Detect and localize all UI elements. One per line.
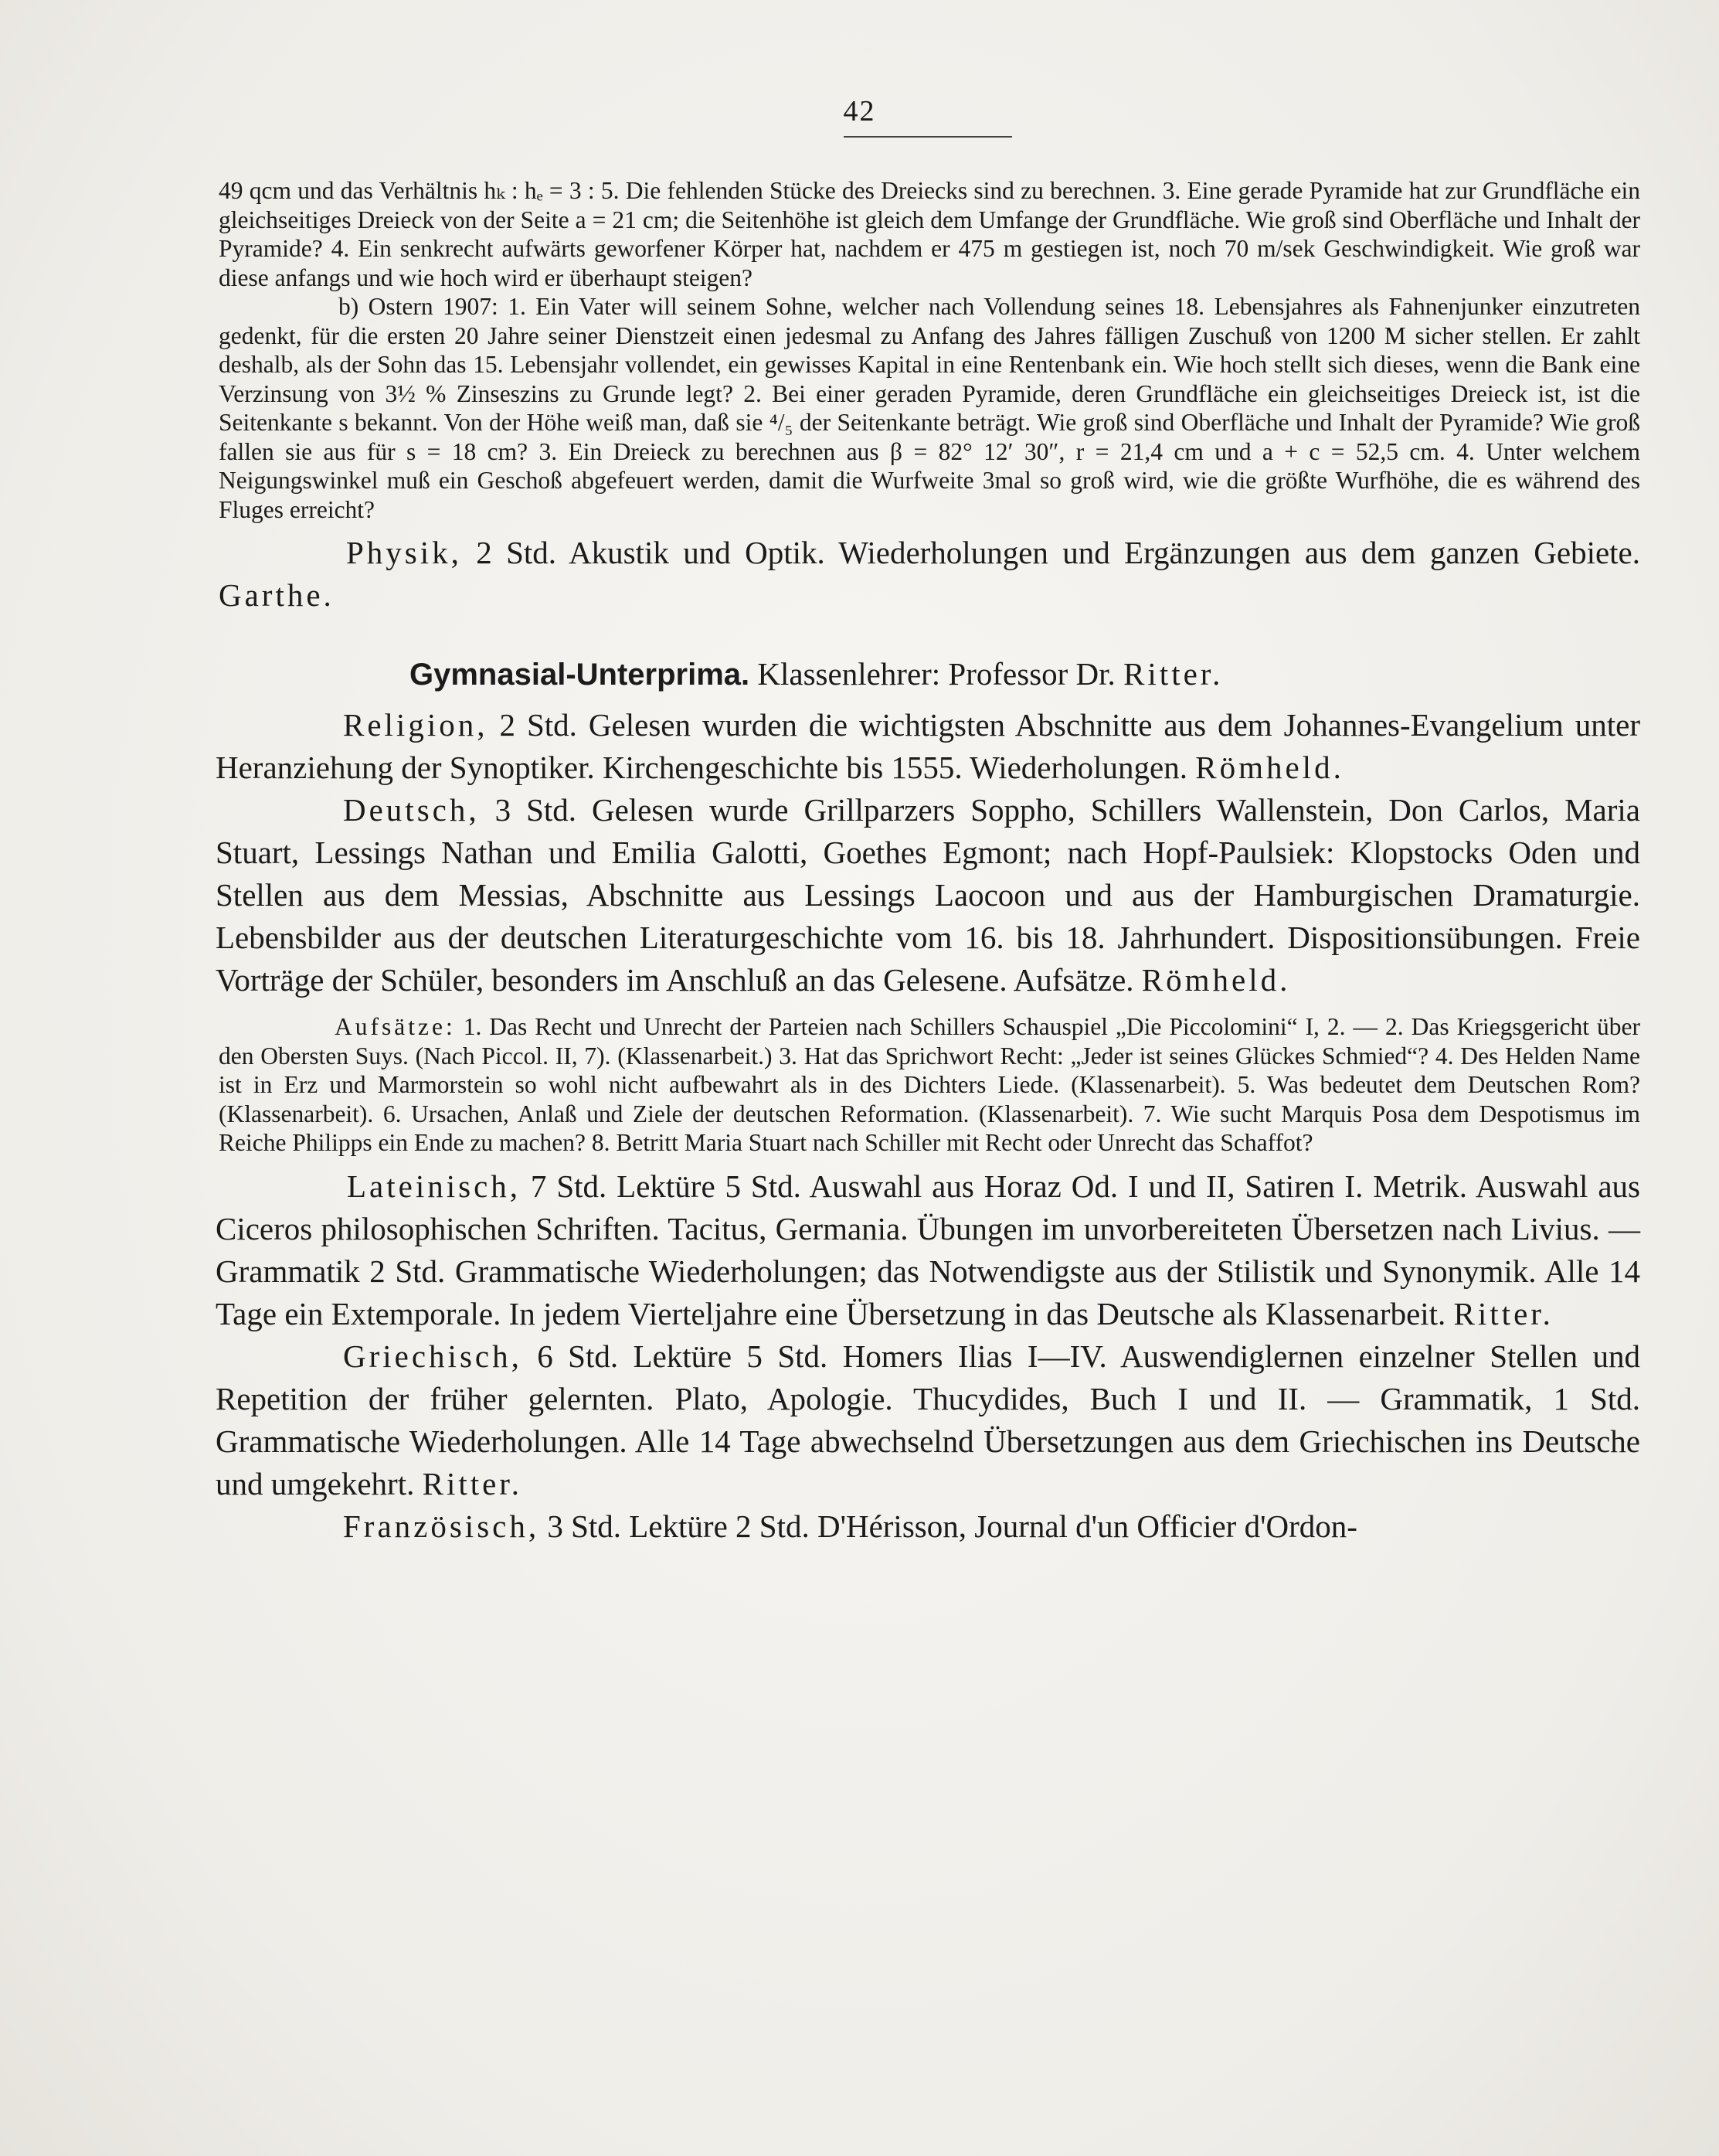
math-problems-section bbox=[219, 176, 1640, 524]
class-title: Gymnasial-Unterprima. bbox=[409, 658, 750, 692]
math-problems-paragraph-1: 49 qcm und das Verhältnis hₖ : hₑ = 3 : 5. Die fehlenden Stücke des Dreiecks sind zu berechnen. 3. Eine gerade Pyramide hat zur Grundfläche ein gleichseitiges Dreieck von der Seite a = 21 cm; die Seitenhöhe ist gleich dem Umfange der Grundfläche. Wie groß sind Oberfläche und Inhalt der Pyramide? 4. Ein senkrecht aufwärts geworfener Körper hat, nachdem er 475 m gestiegen ist, noch 70 m/sek Geschwindigkeit. Wie groß war diese anfangs und wie hoch wird er überhaupt steigen? bbox=[219, 177, 1640, 291]
teacher-garthe: Garthe. bbox=[219, 577, 335, 613]
page-number: 42 bbox=[843, 95, 876, 128]
teacher-roemheld-religion: Römheld. bbox=[1195, 750, 1344, 785]
aufsaetze-paragraph bbox=[219, 1012, 1640, 1158]
subjects-section bbox=[216, 704, 1640, 1001]
page-number-rule bbox=[844, 136, 1012, 138]
physik-text: 2 Std. Akustik und Optik. Wiederholungen und Ergänzungen aus dem ganzen Gebiete. bbox=[461, 535, 1640, 570]
teacher-ritter-griechisch: Ritter. bbox=[422, 1465, 522, 1501]
physik-section bbox=[219, 532, 1640, 617]
subject-griechisch: Griechisch, bbox=[343, 1338, 522, 1374]
franzoesisch-paragraph bbox=[216, 1505, 1640, 1548]
class-heading bbox=[219, 654, 1640, 695]
deutsch-paragraph bbox=[216, 789, 1640, 1001]
physik-paragraph bbox=[219, 532, 1640, 617]
subject-lateinisch: Lateinisch, bbox=[347, 1168, 521, 1204]
franzoesisch-text: 3 Std. Lektüre 2 Std. D'Hérisson, Journal d'un Officier d'Ordon- bbox=[539, 1508, 1357, 1544]
page-content bbox=[216, 176, 1640, 1548]
deutsch-text: 3 Std. Gelesen wurde Grillparzers Soppho, Schillers Wallenstein, Don Carlos, Maria Stuart, Lessings Nathan und Emilia Galotti, Goethes Egmont; nach Hopf-Paulsiek: Klopstocks Oden und Stellen aus dem Messias, Abschnitte aus Lessings Laocoon und aus der Hamburgischen Dramaturgie. Lebensbilder aus der deutschen Literaturgeschichte vom 16. bis 18. Jahrhundert. Dispositionsübungen. Freie Vorträge der Schüler, besonders im Anschluß an das Gelesene. Aufsätze. bbox=[216, 792, 1640, 998]
lateinisch-paragraph bbox=[216, 1165, 1640, 1335]
teacher-ritter-latein: Ritter. bbox=[1453, 1295, 1554, 1331]
subject-religion: Religion, bbox=[343, 707, 488, 743]
griechisch-paragraph bbox=[216, 1335, 1640, 1505]
subject-deutsch: Deutsch, bbox=[343, 792, 480, 828]
class-teacher-label: Klassenlehrer: Professor Dr. bbox=[749, 656, 1124, 692]
aufsaetze-label: Aufsätze: bbox=[335, 1013, 456, 1040]
religion-paragraph bbox=[216, 704, 1640, 789]
griechisch-text: 6 Std. Lektüre 5 Std. Homers Ilias I—IV. Auswendiglernen einzelner Stellen und Repetition der früher gelernten. Plato, Apologie. Thucydides, Buch I und II. — Grammatik, 1 Std. Grammatische Wiederholungen. Alle 14 Tage abwechselnd Übersetzungen aus dem Griechischen ins Deutsche und umgekehrt. bbox=[216, 1338, 1640, 1501]
language-subjects-section bbox=[216, 1165, 1640, 1548]
subject-physik: Physik, bbox=[346, 535, 462, 570]
math-problems-paragraph-2: b) Ostern 1907: 1. Ein Vater will seinem Sohne, welcher nach Vollendung seines 18. Lebensjahres als Fahnenjunker einzutreten gedenkt, für die ersten 20 Jahre seiner Dienstzeit einen jedesmal zu Anfang des Jahres fälligen Zuschuß von 1200 M sicher stellen. Er zahlt deshalb, als der Sohn das 15. Lebensjahr vollendet, ein gewisses Kapital in eine Rentenbank ein. Wie hoch stellt sich dieses, wenn die Bank eine Verzinsung von 3½ % Zinseszins zu Grunde legt? 2. Bei einer geraden Pyramide, deren Grundfläche ein gleichseitiges Dreieck ist, ist die Seitenkante s bekannt. Von der Höhe weiß man, daß sie ⁴/₅ der Seitenkante beträgt. Wie groß sind Oberfläche und Inhalt der Pyramide? Wie groß fallen sie aus für s = 18 cm? 3. Ein Dreieck zu berechnen aus β = 82° 12′ 30″, r = 21,4 cm und a + c = 52,5 cm. 4. Unter welchem Neigungswinkel muß ein Geschoß abgefeuert werden, damit die Wurfweite 3mal so groß wird, wie die größte Wurfhöhe, die es während des Fluges erreicht? bbox=[219, 293, 1640, 523]
aufsaetze-text: 1. Das Recht und Unrecht der Parteien nach Schillers Schauspiel „Die Piccolomini“ I, 2. — 2. Das Kriegsgericht über den Obersten Suys. (Nach Piccol. II, 7). (Klassenarbeit.) 3. Hat das Sprichwort Recht: „Jeder ist seines Glückes Schmied“? 4. Des Helden Name ist in Erz und Marmorstein so wohl nicht aufbewahrt als in des Dichters Liede. (Klassenarbeit). 5. Was bedeutet dem Deutschen Rom? (Klassenarbeit). 6. Ursachen, Anlaß und Ziele der deutschen Reformation. (Klassenarbeit). 7. Wie sucht Marquis Posa dem Despotismus im Reiche Philipps ein Ende zu machen? 8. Betritt Maria Stuart nach Schiller mit Recht oder Unrecht das Schaffot? bbox=[219, 1013, 1640, 1156]
teacher-roemheld-deutsch: Römheld. bbox=[1141, 962, 1291, 998]
subject-franzoesisch: Französisch, bbox=[343, 1508, 540, 1544]
religion-text: 2 Std. Gelesen wurden die wichtigsten Abschnitte aus dem Johannes-Evangelium unter Heranziehung der Synoptiker. Kirchengeschichte bis 1555. Wiederholungen. bbox=[216, 707, 1640, 785]
class-teacher-name: Ritter. bbox=[1123, 656, 1224, 692]
lateinisch-text: 7 Std. Lektüre 5 Std. Auswahl aus Horaz Od. I und II, Satiren I. Metrik. Auswahl aus Ciceros philosophischen Schriften. Tacitus, Germania. Übungen im unvorbereiteten Übersetzen nach Livius. — Grammatik 2 Std. Grammatische Wiederholungen; das Notwendigste aus der Stilistik und Synonymik. Alle 14 Tage ein Extemporale. In jedem Vierteljahre eine Übersetzung in das Deutsche als Klassenarbeit. bbox=[216, 1168, 1640, 1331]
aufsaetze-section bbox=[219, 1012, 1640, 1158]
